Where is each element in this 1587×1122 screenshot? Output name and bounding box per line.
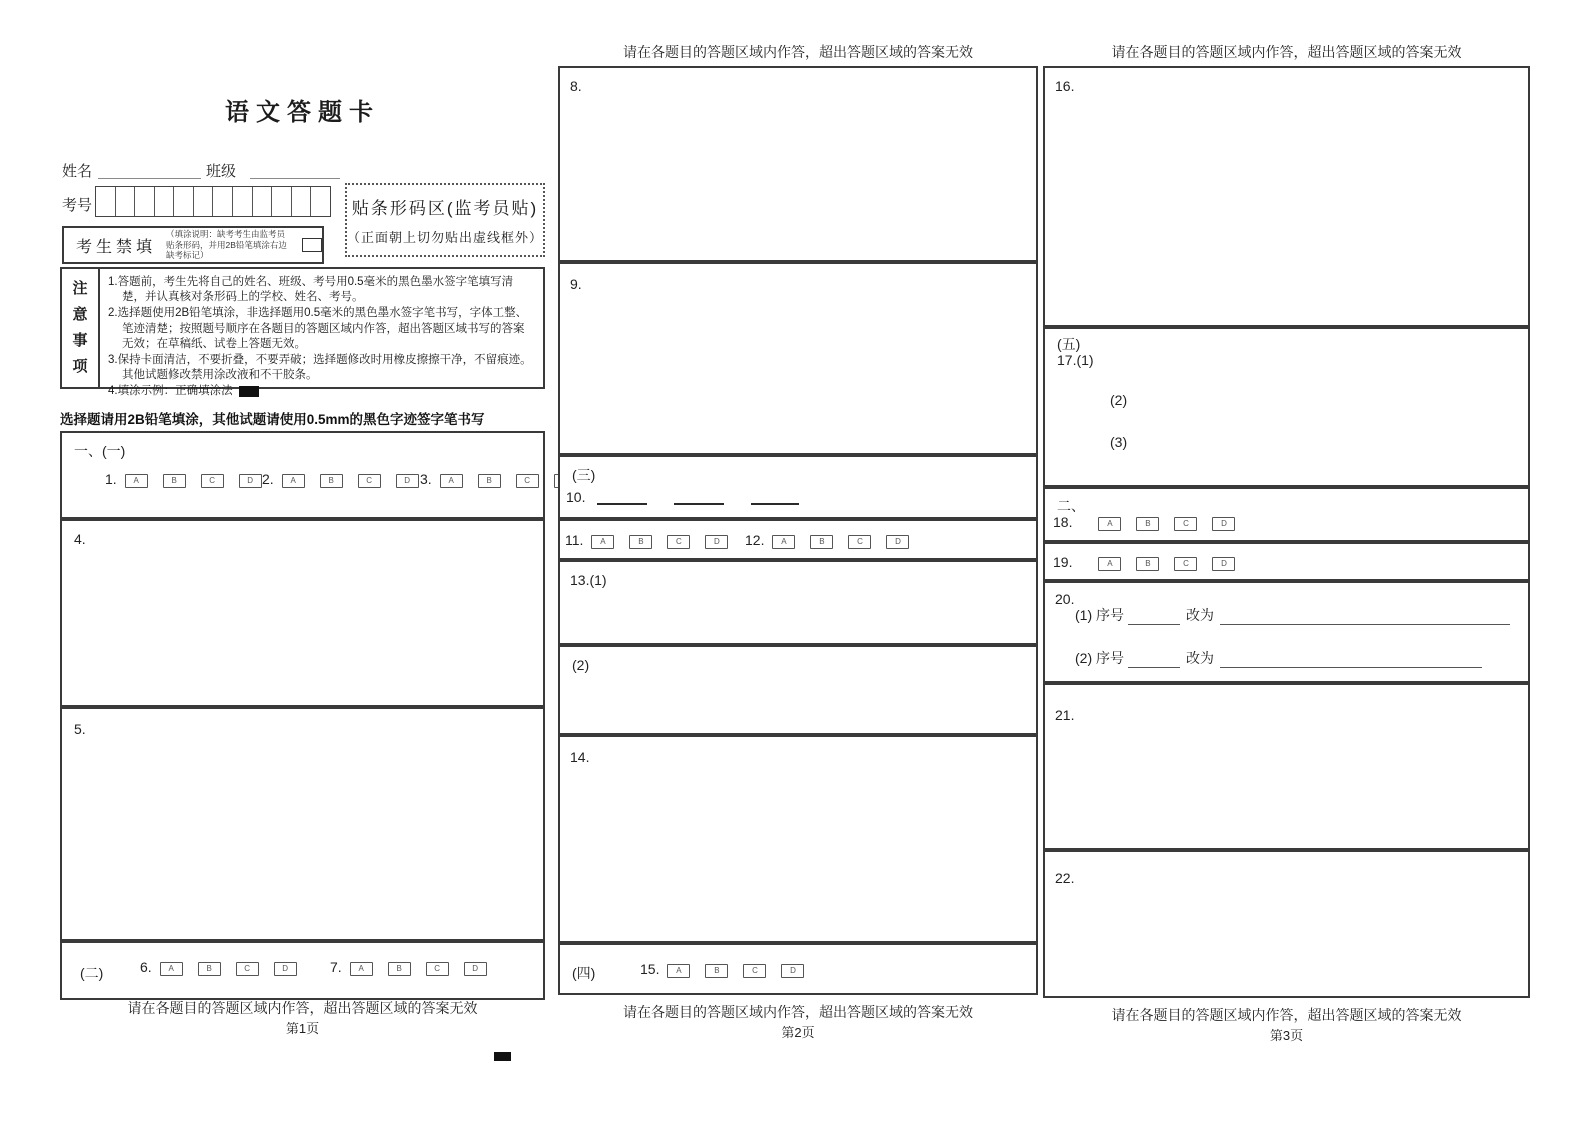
exam-no-cell[interactable] [213, 187, 233, 216]
option-bubble-d[interactable]: D [1212, 517, 1235, 531]
option-bubble-c[interactable]: C [1174, 517, 1197, 531]
answer-box-question-16[interactable] [1043, 66, 1530, 327]
option-bubble-b[interactable]: B [320, 474, 343, 488]
question-1-options [125, 470, 277, 488]
question-12[interactable]: 12. A B C D [745, 531, 924, 549]
notice-item: 2.选择题使用2B铅笔填涂，非选择题用0.5毫米的黑色墨水签字笔书写，字体工整、笔迹清楚；按照题号顺序在各题目的答题区域内作答，超出答题区域书写的答案无效；在草稿纸、试卷上答题无效。 [108, 307, 528, 350]
answer-box-question-5[interactable] [60, 707, 545, 941]
forbidden-box [62, 226, 324, 264]
print-registration-mark [494, 1052, 511, 1061]
barcode-note: （正面朝上切勿贴出虚线框外） [347, 230, 544, 245]
notice-items [100, 269, 543, 398]
answer-box-question-8[interactable] [558, 66, 1038, 262]
option-bubble-a[interactable]: A [591, 535, 614, 549]
question-5-number: 5. [74, 721, 86, 737]
question-19-options [1098, 553, 1250, 571]
forbidden-label: 考生禁填 [76, 238, 157, 256]
footer-warning-2: 请在各题目的答题区域内作答，超出答题区域的答案无效 [623, 1004, 973, 1020]
notice-label: 注意事项 [62, 269, 100, 387]
exam-no-cell[interactable] [292, 187, 312, 216]
question-16-number: 16. [1055, 78, 1075, 94]
notice-item: 3.保持卡面清洁，不要折叠，不要弄破；选择题修改时用橡皮擦擦干净，不留痕迹。其他试题修改禁用涂改液和不干胶条。 [108, 353, 532, 382]
header-warning-3: 请在各题目的答题区域内作答，超出答题区域的答案无效 [1111, 44, 1462, 60]
question-13-1-number: 13.(1) [570, 572, 607, 588]
option-bubble-d[interactable]: D [886, 535, 909, 549]
option-bubble-b[interactable]: B [1136, 517, 1159, 531]
absent-mark-box[interactable] [302, 238, 322, 252]
answer-box-question-22[interactable] [1043, 850, 1530, 998]
answer-box-question-13-2[interactable] [558, 645, 1038, 735]
option-bubble-a[interactable]: A [440, 474, 463, 488]
option-bubble-c[interactable]: C [1174, 557, 1197, 571]
question-11[interactable]: 11. A B C D [565, 531, 743, 549]
option-bubble-c[interactable]: C [667, 535, 690, 549]
forbidden-note: （填涂说明：缺考考生由监考员贴条形码，并用2B铅笔填涂右边缺考标记） [166, 229, 287, 261]
question-20-1-seq-blank[interactable] [1128, 609, 1180, 625]
option-bubble-b[interactable]: B [198, 962, 221, 976]
part2-label: 二、 [1057, 498, 1085, 514]
question-6[interactable]: 6. A B C D [140, 958, 312, 976]
answer-box-question-14[interactable] [558, 735, 1038, 943]
option-bubble-c[interactable]: C [743, 964, 766, 978]
option-bubble-a[interactable]: A [350, 962, 373, 976]
question-11-options [591, 531, 743, 549]
option-bubble-b[interactable]: B [705, 964, 728, 978]
header-warning-2: 请在各题目的答题区域内作答，超出答题区域的答案无效 [623, 44, 973, 60]
fill-instruction: 选择题请用2B铅笔填涂，其他试题请使用0.5mm的黑色字迹签字笔书写 [60, 412, 485, 427]
question-17-1-number: 17.(1) [1057, 352, 1094, 368]
option-bubble-c[interactable]: C [358, 474, 381, 488]
name-label: 姓名 [62, 163, 93, 180]
question-6-options [160, 958, 312, 976]
question-15[interactable]: 15. A B C D [640, 960, 819, 978]
question-18[interactable]: 18. A B C D [1053, 513, 1250, 531]
page-number-3: 第3页 [1269, 1028, 1304, 1043]
notice-box [60, 267, 545, 398]
option-bubble-d[interactable]: D [239, 474, 262, 488]
option-bubble-c[interactable]: C [426, 962, 449, 976]
question-18-options [1098, 513, 1250, 531]
question-20-2-seq-blank[interactable] [1128, 652, 1180, 668]
question-14-number: 14. [570, 749, 590, 765]
question-20-2-answer-blank[interactable] [1220, 652, 1482, 668]
question-9-number: 9. [570, 276, 582, 292]
question-15-options [667, 960, 819, 978]
class-label: 班级 [206, 163, 237, 180]
option-bubble-d[interactable]: D [781, 964, 804, 978]
question-13-2-number: (2) [572, 657, 590, 673]
question-20-item-1[interactable]: (1) 序号 改为 [1075, 605, 1510, 625]
option-bubble-b[interactable]: B [163, 474, 186, 488]
option-bubble-a[interactable]: A [1098, 517, 1121, 531]
option-bubble-a[interactable]: A [125, 474, 148, 488]
answer-box-section5[interactable] [1043, 327, 1530, 487]
answer-box-question-13-1[interactable] [558, 560, 1038, 645]
question-10[interactable]: 10. [566, 488, 799, 505]
option-bubble-c[interactable]: C [236, 962, 259, 976]
exam-no-cell[interactable] [311, 187, 330, 216]
question-17-2-number: (2) [1110, 392, 1128, 408]
question-22-number: 22. [1055, 870, 1075, 886]
option-bubble-a[interactable]: A [1098, 557, 1121, 571]
exam-no-grid[interactable] [95, 186, 331, 217]
section5-label: (五) [1057, 336, 1081, 352]
barcode-title: 贴条形码区(监考员贴) [351, 199, 539, 218]
notice-item: 1.答题前，考生先将自己的姓名、班级、考号用0.5毫米的黑色墨水签字笔填写清楚，并认真核对条形码上的学校、姓名、考号。 [108, 276, 514, 304]
question-20-item-2[interactable]: (2) 序号 改为 [1075, 648, 1482, 668]
notice-item: 4.填涂示例：正确填涂法 [108, 384, 533, 399]
option-bubble-a[interactable]: A [160, 962, 183, 976]
question-2[interactable]: 2. A B C D [262, 470, 434, 488]
section1-label: 一、(一) [74, 443, 126, 459]
question-10-blank-2[interactable] [674, 488, 724, 505]
question-2-options [282, 470, 434, 488]
option-bubble-c[interactable]: C [516, 474, 539, 488]
option-bubble-b[interactable]: B [810, 535, 833, 549]
option-bubble-d[interactable]: D [1212, 557, 1235, 571]
question-20-number: 20. [1055, 591, 1075, 607]
option-bubble-c[interactable]: C [848, 535, 871, 549]
exam-no-cell[interactable] [272, 187, 292, 216]
option-bubble-b[interactable]: B [629, 535, 652, 549]
option-bubble-a[interactable]: A [772, 535, 795, 549]
section3-label: (三) [572, 467, 596, 483]
option-bubble-d[interactable]: D [274, 962, 297, 976]
option-bubble-a[interactable]: A [667, 964, 690, 978]
option-bubble-d[interactable]: D [705, 535, 728, 549]
option-bubble-d[interactable]: D [464, 962, 487, 976]
question-3[interactable]: 3. A B C [420, 470, 592, 488]
question-19[interactable]: 19. A B C D [1053, 553, 1250, 571]
exam-no-cell[interactable] [135, 187, 155, 216]
question-7[interactable]: 7. A B C D [330, 958, 502, 976]
section2-label: (二) [80, 965, 104, 981]
question-1[interactable]: 1. A B C D [105, 470, 277, 488]
exam-no-cell[interactable] [155, 187, 175, 216]
page-number-2: 第2页 [781, 1025, 815, 1040]
option-bubble-b[interactable]: B [388, 962, 411, 976]
question-7-options [350, 958, 502, 976]
exam-no-cell[interactable] [233, 187, 253, 216]
footer-warning-3: 请在各题目的答题区域内作答，超出答题区域的答案无效 [1111, 1007, 1462, 1023]
option-bubble-d[interactable]: D [396, 474, 419, 488]
class-field[interactable] [250, 162, 340, 179]
section4-label: (四) [572, 965, 596, 981]
name-field[interactable] [98, 162, 201, 179]
question-20-1-answer-blank[interactable] [1220, 609, 1510, 625]
exam-no-cell[interactable] [116, 187, 136, 216]
page-number-1: 第1页 [285, 1021, 320, 1036]
answer-box-question-4[interactable] [60, 519, 545, 707]
barcode-area [345, 183, 545, 257]
question-8-number: 8. [570, 78, 582, 94]
footer-warning-1: 请在各题目的答题区域内作答，超出答题区域的答案无效 [127, 1000, 478, 1016]
answer-box-section3[interactable] [558, 455, 1038, 519]
exam-no-cell[interactable] [194, 187, 214, 216]
page-title: 语文答题卡 [225, 99, 380, 126]
option-bubble-a[interactable]: A [282, 474, 305, 488]
exam-no-cell[interactable] [174, 187, 194, 216]
question-17-3-number: (3) [1110, 434, 1128, 450]
option-bubble-b[interactable]: B [478, 474, 501, 488]
exam-no-cell[interactable] [96, 187, 116, 216]
exam-no-label: 考号 [62, 197, 93, 214]
option-bubble-c[interactable]: C [201, 474, 224, 488]
question-12-options [772, 531, 924, 549]
question-10-blank-3[interactable] [751, 488, 799, 505]
answer-box-question-9[interactable] [558, 262, 1038, 455]
exam-no-cell[interactable] [253, 187, 273, 216]
question-10-blank-1[interactable] [597, 488, 647, 505]
question-4-number: 4. [74, 531, 86, 547]
correct-fill-example-mark [239, 386, 259, 397]
option-bubble-b[interactable]: B [1136, 557, 1159, 571]
question-21-number: 21. [1055, 707, 1075, 723]
answer-box-question-21[interactable] [1043, 683, 1530, 850]
